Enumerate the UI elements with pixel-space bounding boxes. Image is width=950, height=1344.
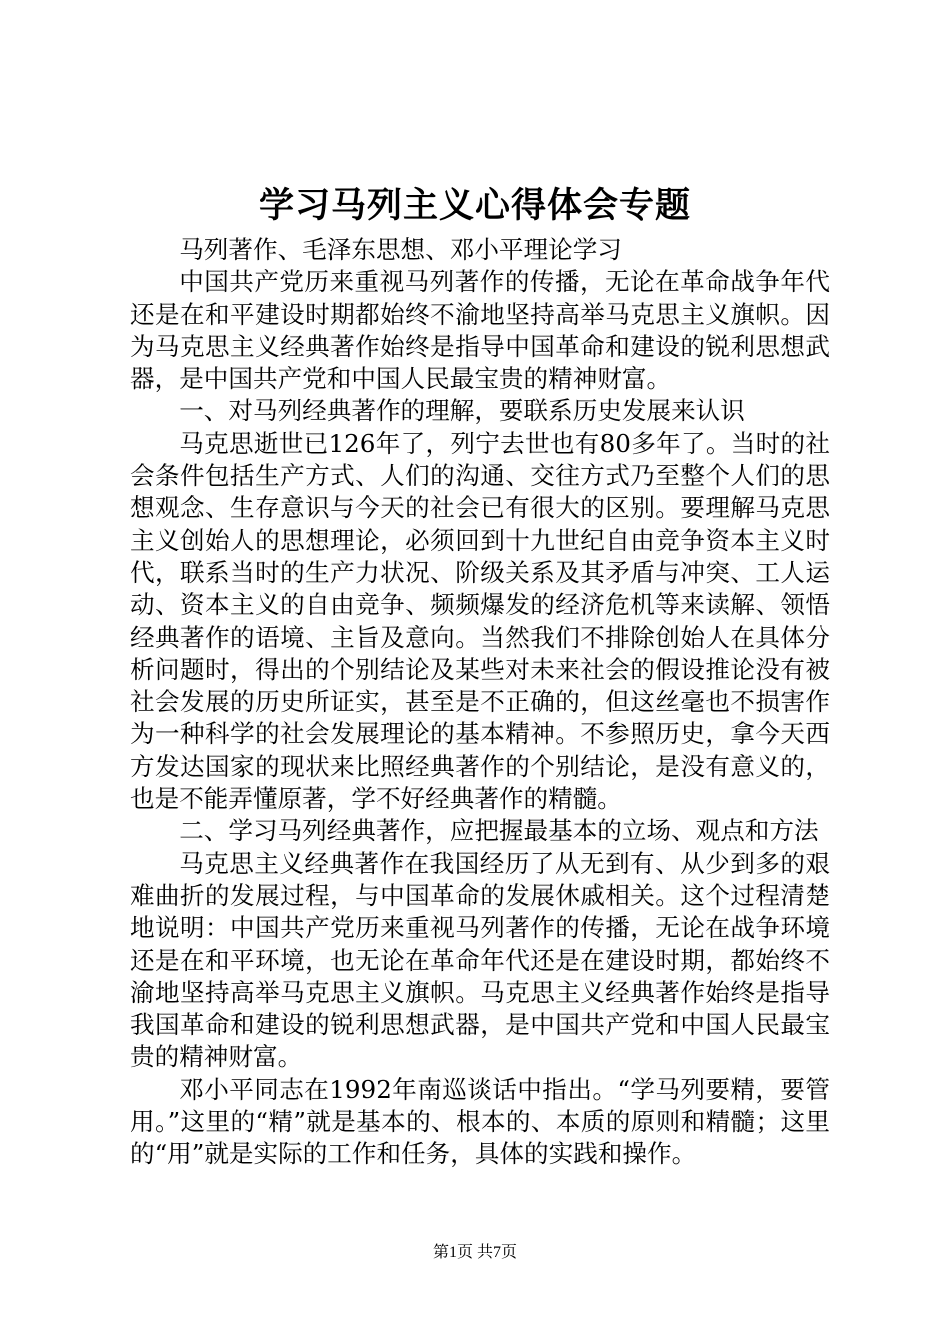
document-body [130,234,830,1171]
paragraph-intro: 中国共产党历来重视马列著作的传播，无论在革命战争年代还是在和平建设时期都始终不渝地坚持高举马克思主义旗帜。因为马克思主义经典著作始终是指导中国革命和建设的锐利思想武器，是中国共产党和中国人民最宝贵的精神财富。 [130,267,830,394]
paragraph-deng-quote: 邓小平同志在1992年南巡谈话中指出。“学马列要精，要管用。”这里的“精”就是基本的、根本的、本质的原则和精髓；这里的“用”就是实际的工作和任务，具体的实践和操作。 [130,1074,830,1169]
section-heading-1: 一、对马列经典著作的理解，要联系历史发展来认识 [179,396,745,426]
paragraph-section-2: 马克思主义经典著作在我国经历了从无到有、从少到多的艰难曲折的发展过程，与中国革命的发展休戚相关。这个过程清楚地说明：中国共产党历来重视马列著作的传播，无论在战争环境还是在和平环境，也无论在革命年代还是在建设时期，都始终不渝地坚持高举马克思主义旗帜。马克思主义经典著作始终是指导我国革命和建设的锐利思想武器，是中国共产党和中国人民最宝贵的精神财富。 [130,848,830,1072]
paragraph-subtitle: 马列著作、毛泽东思想、邓小平理论学习 [179,235,622,264]
section-heading-2: 二、学习马列经典著作，应把握最基本的立场、观点和方法 [179,816,819,846]
paragraph-section-1: 马克思逝世已126年了，列宁去世也有80多年了。当时的社会条件包括生产方式、人们的沟通、交往方式乃至整个人们的思想观念、生存意识与今天的社会已有很大的区别。要理解马克思主义创始人的思想理论，必须回到十九世纪自由竞争资本主义时代，联系当时的生产力状况、阶级关系及其矛盾与冲突、工人运动、资本主义的自由竞争、频频爆发的经济危机等来读解、领悟经典著作的语境、主旨及意向。当然我们不排除创始人在具体分析问题时，得出的个别结论及某些对未来社会的假设推论没有被社会发展的历史所证实，甚至是不正确的，但这丝毫也不损害作为一种科学的社会发展理论的基本精神。不参照历史，拿今天西方发达国家的现状来比照经典著作的个别结论，是没有意义的，也是不能弄懂原著，学不好经典著作的精髓。 [130,428,830,814]
page-number-footer: 第1页 共7页 [432,1244,517,1261]
document-title: 学习马列主义心得体会专题 [258,185,691,226]
